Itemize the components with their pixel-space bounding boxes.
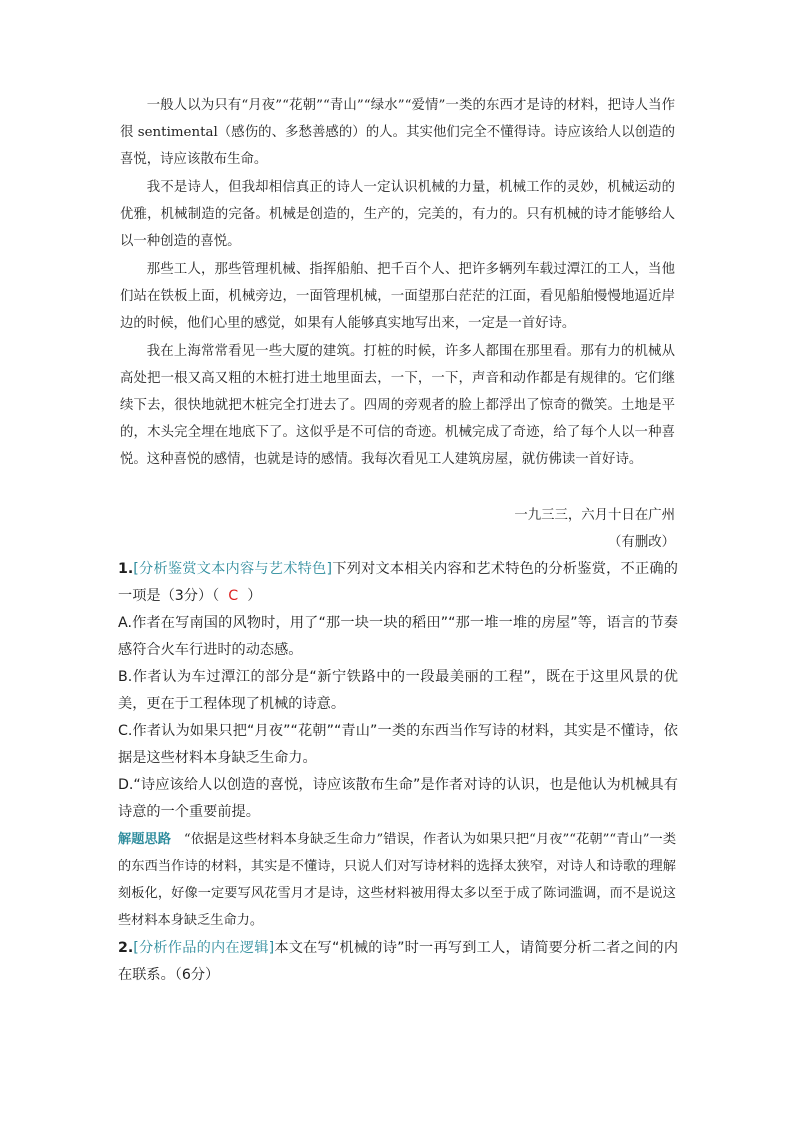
- analysis-heading: 解题思路: [118, 832, 172, 847]
- option-c: C.作者认为如果只把“月夜”“花朝”“青山”一类的东西当作写诗的材料，其实是不懂诗，依据是这些材料本身缺乏生命力。: [118, 723, 678, 766]
- question-2-tag: [分析作品的内在逻辑]: [133, 940, 275, 956]
- option-d: D.“诗应该给人以创造的喜悦，诗应该散布生命”是作者对诗的认识，也是他认为机械具有诗意的一个重要前提。: [118, 777, 678, 820]
- question-1-number: 1.: [118, 561, 134, 577]
- passage-date: 一九三三，六月十日在广州: [514, 508, 675, 523]
- question-1-answer: C: [228, 588, 239, 604]
- question-2-text: 本文在写“机械的诗”时一再写到工人，请简要分析二者之间的内在联系。（6分）: [118, 940, 679, 983]
- question-1-tag: [分析鉴赏文本内容与艺术特色]: [133, 561, 332, 577]
- passage-paragraph-3: 那些工人，那些管理机械、指挥船舶、把千百个人、把许多辆列车载过潭江的工人，当他们站在铁板上面，机械旁边，一面管理机械，一面望那白茫茫的江面，看见船舶慢慢地逼近岸边的时候，他们心里的感觉，如果有人能够真实地写出来，一定是一首好诗。: [120, 262, 675, 331]
- option-b: B.作者认为车过潭江的部分是“新宁铁路中的一段最美丽的工程”，既在于这里风景的优美，更在于工程体现了机械的诗意。: [118, 669, 678, 712]
- question-1-close: ）: [247, 588, 262, 604]
- question-2-number: 2.: [118, 940, 134, 956]
- analysis-text: “依据是这些材料本身缺乏生命力”错误，作者认为如果只把“月夜”“花朝”“青山”一类的东西当作诗的材料，其实是不懂诗，只说人们对写诗材料的选择太狭窄，对诗人和诗歌的理解刻板化，好像一定要写风花雪月才是诗，这些材料被用得太多以至于成了陈词滥调，而不是说这些材料本身缺乏生命力。: [118, 832, 677, 928]
- option-a: A.作者在写南国的风物时，用了“那一块一块的稻田”“那一堆一堆的房屋”等，语言的节奏感符合火车行进时的动态感。: [118, 615, 678, 658]
- analysis-block: [118, 826, 676, 934]
- question-1-text: 下列对文本相关内容和艺术特色的分析鉴赏，不正确的一项是（3分）（: [118, 561, 678, 604]
- question-1: [118, 556, 678, 610]
- passage-paragraph-1: 一般人以为只有“月夜”“花朝”“青山”“绿水”“爱情”一类的东西才是诗的材料，把诗人当作很 sentimental（感伤的、多愁善感的）的人。其实他们完全不懂得诗。诗应该给人以创造的喜悦，诗应该散布生命。: [120, 98, 675, 167]
- passage-paragraph-4: 我在上海常常看见一些大厦的建筑。打桩的时候，许多人都围在那里看。那有力的机械从高处把一根又高又粗的木桩打进土地里面去，一下，一下，声音和动作都是有规律的。它们继续下去，很快地就把木桩完全打进去了。四周的旁观者的脸上都浮出了惊奇的微笑。土地是平的，木头完全埋在地底下了。这似乎是不可信的奇迹。机械完成了奇迹，给了每个人以一种喜悦。这种喜悦的感情，也就是诗的感情。我每次看见工人建筑房屋，就仿佛读一首好诗。: [120, 344, 675, 467]
- passage-paragraph-2: 我不是诗人，但我却相信真正的诗人一定认识机械的力量，机械工作的灵妙，机械运动的优雅，机械制造的完备。机械是创造的，生产的，完美的，有力的。只有机械的诗才能够给人以一种创造的喜悦。: [120, 180, 675, 249]
- passage-note: （有删改）: [608, 535, 675, 550]
- question-2: [118, 935, 678, 989]
